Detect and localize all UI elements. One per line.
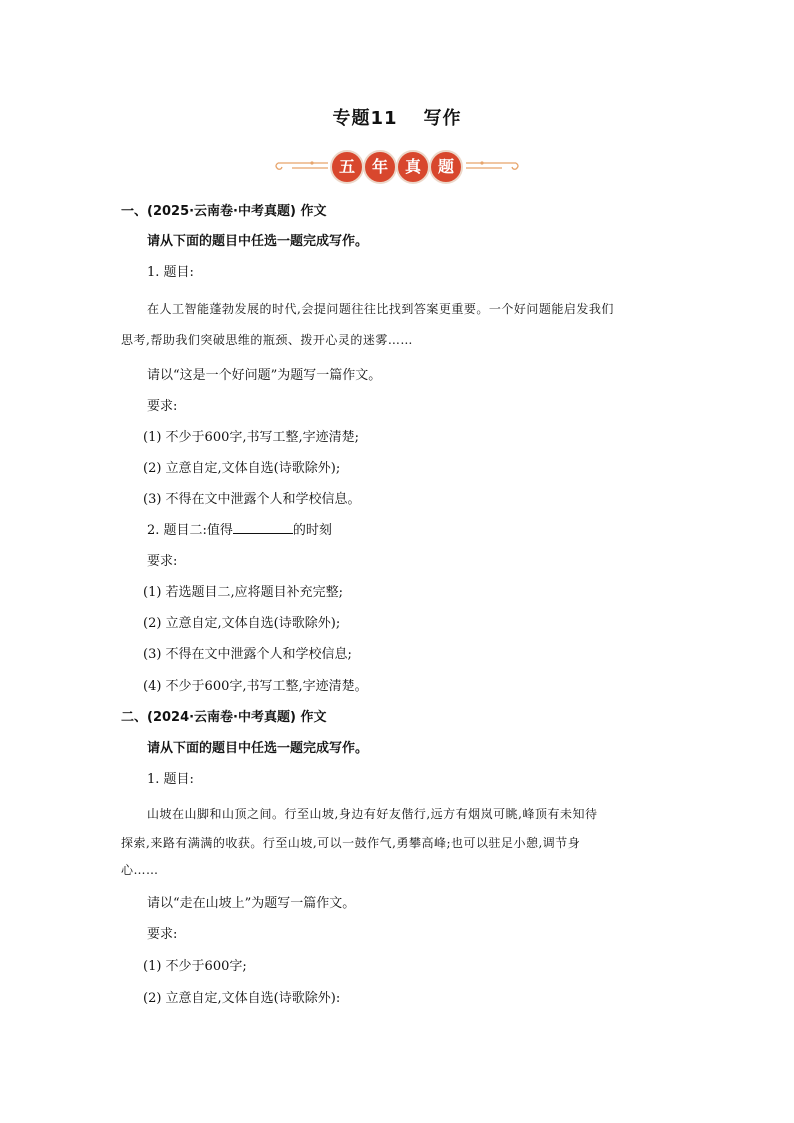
requirements-label: 要求:	[147, 399, 178, 414]
requirement-item: (2) 立意自定,文体自选(诗歌除外):	[143, 991, 341, 1006]
banner-char: 五	[330, 150, 364, 184]
essay-prompt: 请以“这是一个好问题”为题写一篇作文。	[147, 368, 382, 383]
fill-in-blank	[233, 521, 293, 534]
banner-char: 真	[396, 150, 430, 184]
banner-characters	[330, 150, 464, 182]
material-text: 思考,帮助我们突破思维的瓶颈、拨开心灵的迷雾……	[121, 333, 413, 347]
topic-label: 1. 题目:	[147, 265, 194, 280]
banner-char: 年	[363, 150, 397, 184]
section-instruction: 请从下面的题目中任选一题完成写作。	[147, 234, 369, 249]
section-heading: 一、(2025·云南卷·中考真题) 作文	[121, 204, 327, 219]
requirement-item: (2) 立意自定,文体自选(诗歌除外);	[143, 461, 341, 476]
topic-two-prefix: 2. 题目二:值得	[147, 523, 233, 538]
requirement-item: (4) 不少于600字,书写工整,字迹清楚。	[143, 679, 368, 694]
requirement-item: (3) 不得在文中泄露个人和学校信息;	[143, 647, 352, 662]
banner-char: 题	[429, 150, 463, 184]
requirement-item: (1) 不少于600字;	[143, 959, 247, 974]
requirements-label: 要求:	[147, 927, 178, 942]
section-heading: 二、(2024·云南卷·中考真题) 作文	[121, 710, 327, 725]
requirements-label: 要求:	[147, 554, 178, 569]
five-year-exam-banner	[272, 146, 522, 186]
topic-label: 1. 题目:	[147, 772, 194, 787]
requirement-item: (1) 不少于600字,书写工整,字迹清楚;	[143, 430, 360, 445]
section-instruction: 请从下面的题目中任选一题完成写作。	[147, 741, 369, 756]
material-text: 在人工智能蓬勃发展的时代,会提问题往往比找到答案更重要。一个好问题能启发我们	[147, 302, 614, 316]
requirement-item: (3) 不得在文中泄露个人和学校信息。	[143, 492, 361, 507]
requirement-item: (2) 立意自定,文体自选(诗歌除外);	[143, 616, 341, 631]
title-topic-name: 写作	[423, 108, 462, 129]
requirement-item: (1) 若选题目二,应将题目补充完整;	[143, 585, 344, 600]
essay-prompt: 请以“走在山坡上”为题写一篇作文。	[147, 896, 356, 911]
topic-two-line	[147, 519, 332, 538]
page-title	[0, 104, 794, 130]
material-text: 山坡在山脚和山顶之间。行至山坡,身边有好友偕行,远方有烟岚可眺,峰顶有未知待	[147, 807, 598, 821]
material-text: 探索,来路有满满的收获。行至山坡,可以一鼓作气,勇攀高峰;也可以驻足小憩,调节身	[121, 836, 581, 850]
topic-two-suffix: 的时刻	[292, 523, 332, 538]
material-text: 心……	[121, 863, 159, 877]
title-topic-number: 专题11	[332, 108, 398, 129]
